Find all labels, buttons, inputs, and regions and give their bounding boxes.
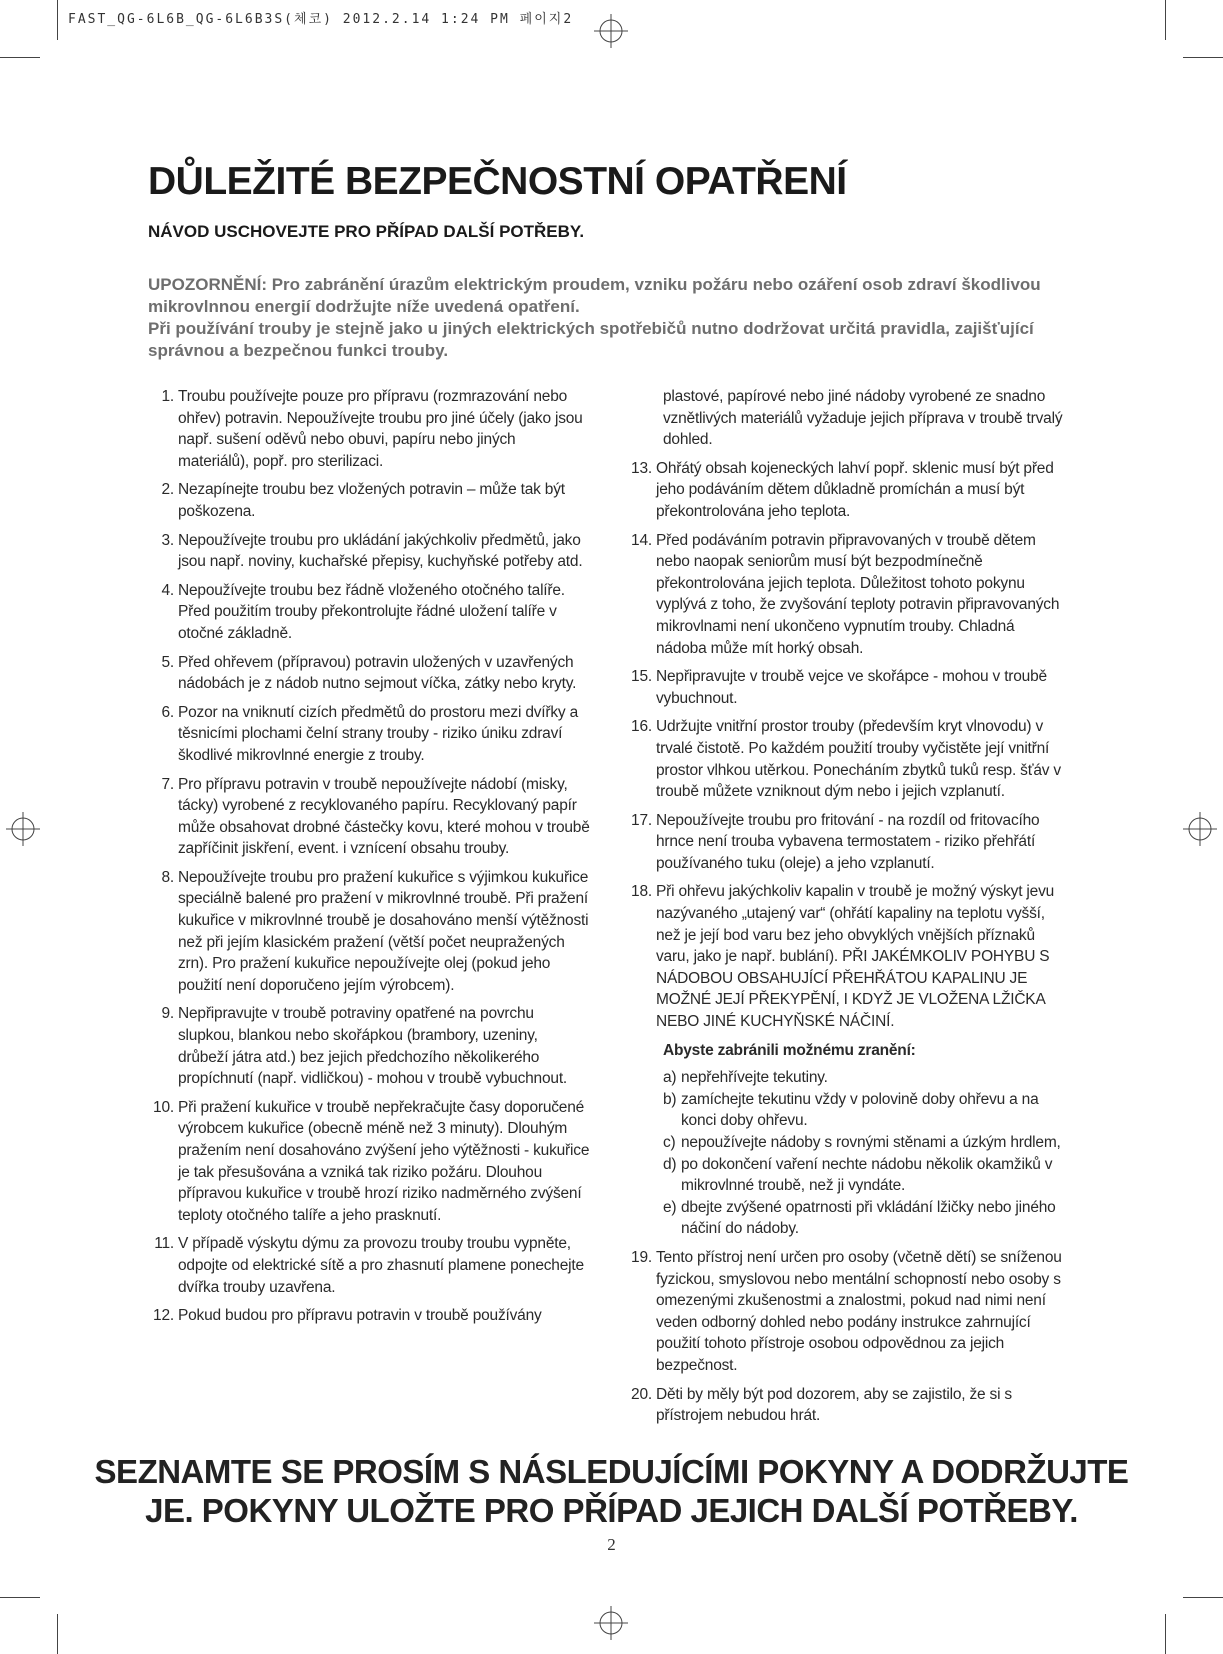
footer-banner bbox=[0, 1452, 1223, 1530]
page-number: 2 bbox=[607, 1535, 616, 1554]
list-item: 19. Tento přístroj není určen pro osoby (včetně dětí) se sníženou fyzickou, smyslovou nebo mentální schopností nebo osoby s omezenými zkušenostmi a znalostmi, pokud nad nimi není veden odborný dohled nebo podány instrukce zahrnující použití tohoto přístroje osobou odpovědnou za jejich bezpečnost. bbox=[631, 1248, 1062, 1374]
registration-mark-icon bbox=[1183, 812, 1217, 846]
list-item: 12. Pokud budou pro přípravu potravin v troubě používány bbox=[153, 1307, 542, 1325]
sub-heading: Abyste zabránili možnému zranění: bbox=[663, 1041, 916, 1059]
list-item: 6. Pozor na vniknutí cizích předmětů do prostoru mezi dvířky a těsnicími plochami čelní strany trouby - riziko úniku zdraví škodlivé mikrovlnné energie z trouby. bbox=[161, 703, 578, 764]
sub-list-item: e) dbejte zvýšené opatrnosti při vkládání lžičky nebo jiného náčiní do nádoby. bbox=[663, 1198, 1056, 1238]
left-column bbox=[150, 386, 590, 1334]
footer-line: JE. POKYNY ULOŽTE PRO PŘÍPAD JEJICH DALŠÍ POTŘEBY. bbox=[145, 1492, 1078, 1529]
list-item: 1. Troubu používejte pouze pro přípravu (rozmrazování nebo ohřev) potravin. Nepoužívejte troubu pro jiné účely (jako jsou např. sušení oděvů nebo obuvi, papíru nebo jiných materiálů), popř. pro sterilizaci. bbox=[161, 388, 583, 470]
warning-paragraph: UPOZORNĚNÍ: Pro zabránění úrazům elektrickým proudem, vzniku požáru nebo ozáření osob zdraví škodlivou mikrovlnnou energií dodržujte níže uvedená opatření. bbox=[148, 275, 1041, 316]
warning-block bbox=[148, 274, 1078, 362]
crop-mark bbox=[57, 0, 58, 40]
list-item: 18. Při ohřevu jakýchkoliv kapalin v troubě je možný výskyt jevu nazývaného „utajený var“ (ohřátí kapaliny na teplotu vyšší, než je její bod varu bez jeho obvyklých vnějších příznaků varu, jako je např. bublání). PŘI JAKÉMKOLIV POHYBU S NÁDOBOU OBSAHUJÍCÍ PŘEHŘÁTOU KAPALINU JE MOŽNÉ JEJÍ PŘEKYPĚNÍ, I KDYŽ JE VLOŽENA LŽIČKA NEBO JINÉ KUCHYŇSKÉ NÁČINÍ. bbox=[631, 883, 1055, 1031]
list-item: 7. Pro přípravu potravin v troubě nepoužívejte nádobí (misky, tácky) vyrobené z recyklovaného papíru. Recyklovaný papír může obsahovat drobné částečky kovu, které mohou v troubě zapříčinit jiskření, event. i vznícení obsahu trouby. bbox=[161, 775, 590, 858]
page-subtitle: NÁVOD USCHOVEJTE PRO PŘÍPAD DALŠÍ POTŘEBY. bbox=[148, 222, 585, 241]
list-item: 9. Nepřipravujte v troubě potraviny opatřené na povrchu slupkou, blankou nebo skořápkou (brambory, uzeniny, drůbeží játra atd.) bez jejich předchozího několikerého propíchnutí (např. vidličkou) - mohou v troubě vybuchnout. bbox=[161, 1005, 568, 1088]
crop-mark bbox=[1183, 1597, 1223, 1598]
page-title: DŮLEŽITÉ BEZPEČNOSTNÍ OPATŘENÍ bbox=[148, 160, 847, 203]
list-item: 11. V případě výskytu dýmu za provozu trouby troubu vypněte, odpojte od elektrické sítě a pro zhasnutí plamene ponechejte dvířka trouby uzavřena. bbox=[154, 1235, 584, 1296]
registration-mark-icon bbox=[594, 1606, 628, 1640]
list-item: 5. Před ohřevem (přípravou) potravin uložených v uzavřených nádobách je z nádob nutno sejmout víčka, zátky nebo kryty. bbox=[161, 653, 577, 693]
list-item: 10. Při pražení kukuřice v troubě nepřekračujte časy doporučené výrobcem kukuřice (obecně méně než 3 minuty). Dlouhým pražením není dosahováno zvýšení jeho výtěžnosti - kukuřice je tak přesušována a vzniká tak riziko požáru. Dlouhou přípravou kukuřice v troubě hrozí riziko nadměrného zvýšení teploty otočného talíře a jeho prasknutí. bbox=[153, 1098, 590, 1224]
registration-mark-icon bbox=[594, 14, 628, 48]
sub-list-item: b) zamíchejte tekutinu vždy v polovině doby ohřevu a na konci doby ohřevu. bbox=[663, 1090, 1039, 1130]
list-item: 17. Nepoužívejte troubu pro fritování - na rozdíl od fritovacího hrnce není trouba vybavena termostatem - riziko přehřátí používaného tuku (oleje) a jeho vzplanutí. bbox=[631, 811, 1040, 872]
crop-mark bbox=[0, 57, 40, 58]
crop-mark bbox=[0, 1597, 40, 1598]
sub-list-item: a) nepřehřívejte tekutiny. bbox=[663, 1069, 828, 1087]
list-item: 8. Nepoužívejte troubu pro pražení kukuřice s výjimkou kukuřice speciálně balené pro pražení v mikrovlnné troubě. Při pražení kukuřice v mikrovlnné troubě je dosahováno menší výtěžnosti než při jejím klasickém pražení (větší počet neupražených zrn). Pro pražení kukuřice nepoužívejte olej (pokud jeho použití není doporučeno jejím výrobcem). bbox=[161, 868, 589, 994]
registration-mark-icon bbox=[6, 812, 40, 846]
crop-mark bbox=[57, 1614, 58, 1654]
list-item: 13. Ohřátý obsah kojeneckých lahví popř. sklenic musí být před jeho podáváním dětem důkladně promíchán a musí být překontrolována jeho teplota. bbox=[631, 459, 1054, 520]
warning-paragraph: Při používání trouby je stejně jako u jiných elektrických spotřebičů nutno dodržovat určitá pravidla, zajišťující správnou a bezpečnou funkci trouby. bbox=[148, 319, 1034, 360]
list-item-continuation: plastové, papírové nebo jiné nádoby vyrobené ze snadno vznětlivých materiálů vyžaduje jejich příprava v troubě trvalý dohled. bbox=[663, 388, 1063, 449]
crop-mark bbox=[1165, 1614, 1166, 1654]
list-item: 16. Udržujte vnitřní prostor trouby (především kryt vlnovodu) v trvalé čistotě. Po každém použití trouby vyčistěte její vnitřní prostor vlhkou utěrkou. Ponecháním zbytků tuků resp. šťáv v troubě můžete vzniknout dým nebo i jejich vzplanutí. bbox=[631, 718, 1061, 801]
sub-list-item: d) po dokončení vaření nechte nádobu několik okamžiků v mikrovlnné troubě, než ji vyndáte. bbox=[663, 1155, 1053, 1195]
right-column bbox=[628, 386, 1068, 1434]
footer-line: SEZNAMTE SE PROSÍM S NÁSLEDUJÍCÍMI POKYNY A DODRŽUJTE bbox=[94, 1453, 1129, 1490]
print-header: FAST_QG-6L6B_QG-6L6B3S(체코) 2012.2.14 1:24 PM 페이지2 bbox=[68, 12, 574, 27]
list-item: 3. Nepoužívejte troubu pro ukládání jakýchkoliv předmětů, jako jsou např. noviny, kuchařské přepisy, kuchyňské potřeby atd. bbox=[161, 531, 583, 571]
list-item: 15. Nepřipravujte v troubě vejce ve skořápce - mohou v troubě vybuchnout. bbox=[631, 668, 1047, 707]
crop-mark bbox=[1165, 0, 1166, 40]
list-item: 20. Děti by měly být pod dozorem, aby se zajistilo, že si s přístrojem nebudou hrát. bbox=[631, 1385, 1012, 1425]
sub-list-item: c) nepoužívejte nádoby s rovnými stěnami a úzkým hrdlem, bbox=[663, 1134, 1061, 1151]
list-item: 2. Nezapínejte troubu bez vložených potravin – může tak být poškozena. bbox=[161, 481, 565, 520]
list-item: 14. Před podáváním potravin připravovaných v troubě dětem nebo naopak seniorům musí být bezpodmínečně překontrolována jejich teplota. Důležitost tohoto pokynu vyplývá z toho, že zvyšování teploty potravin připravovaných mikrovlnami není ukončeno vypnutím trouby. Chladná nádoba může mít horký obsah. bbox=[631, 531, 1060, 657]
crop-mark bbox=[1183, 57, 1223, 58]
list-item: 4. Nepoužívejte troubu bez řádně vloženého otočného talíře. Před použitím trouby překontrolujte řádné uložení talíře v otočné základně. bbox=[161, 581, 565, 642]
